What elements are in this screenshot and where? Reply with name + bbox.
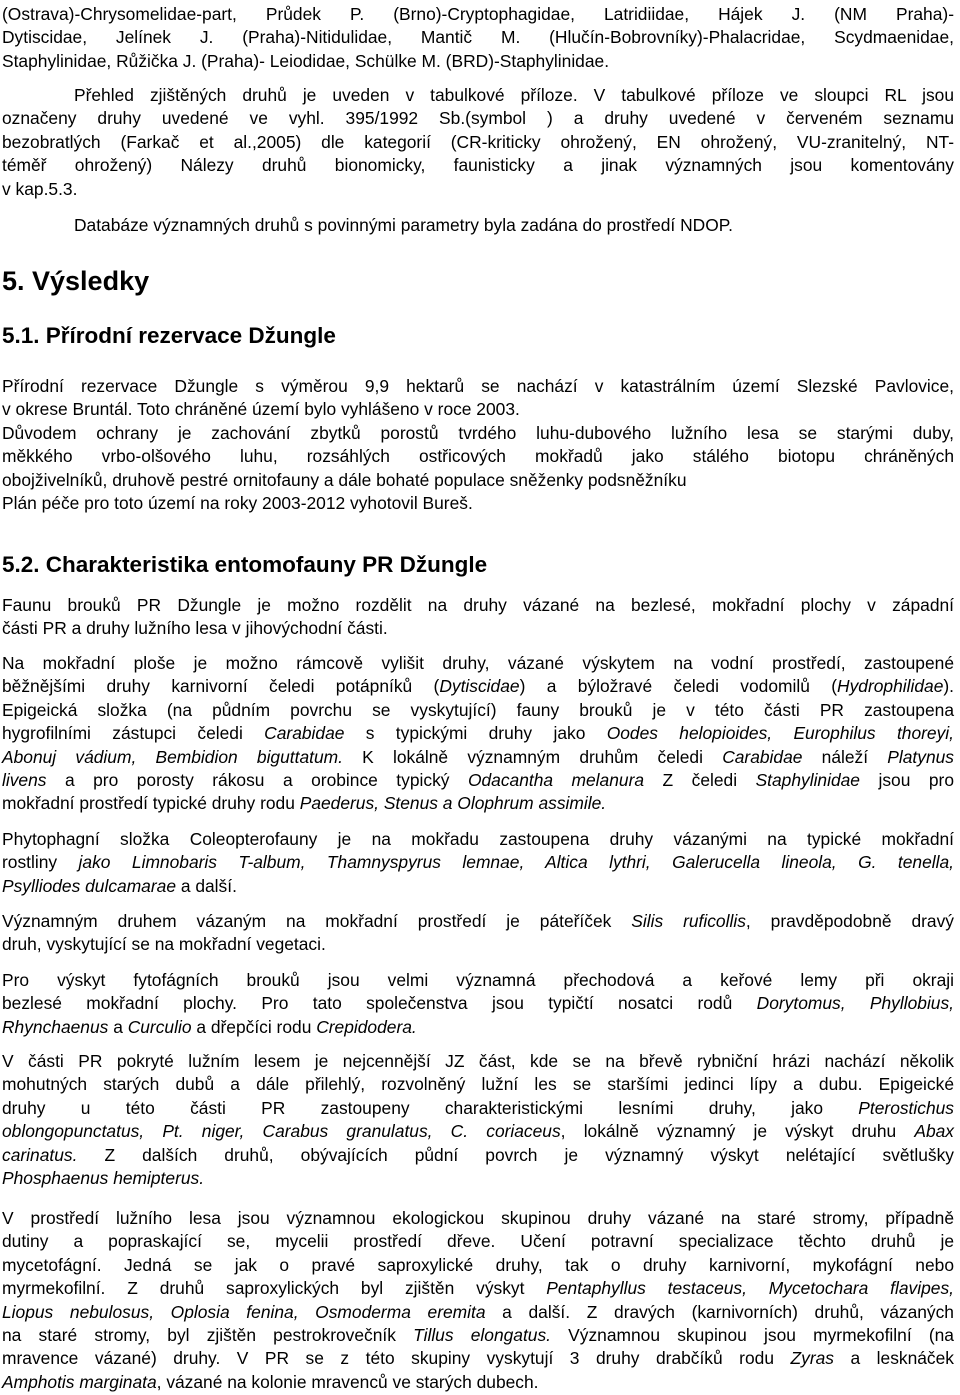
text-line — [2, 1371, 954, 1394]
text-run: s typickými druhy jako — [344, 723, 607, 744]
text-line: druh, vyskytující se na mokřadní vegetaci. — [2, 934, 326, 955]
text-line: bezobratlých (Farkač et al.,2005) dle kategorií (CR-kriticky ohrožený, EN ohrožený, VU-zranitelný, NT- — [2, 131, 954, 152]
taxon-name: Odacantha melanura — [467, 770, 645, 791]
taxon-name: Curculio — [127, 1016, 192, 1037]
text-run: a — [108, 1016, 128, 1037]
phytophagous-paragraph — [2, 828, 954, 898]
text-run: , vázané na kolonie mravenců ve starých dubech. — [156, 1371, 539, 1392]
text-line: Faunu brouků PR Džungle je možno rozdělit na druhy vázané na bezlesé, mokřadní plochy v západní — [2, 595, 954, 615]
taxon-name: Dytiscidae — [439, 676, 520, 697]
taxon-name: Amphotis marginata — [2, 1371, 157, 1392]
taxon-name: livens — [2, 770, 47, 791]
text-line: Phytophagní složka Coleopterofauny je na mokřadu zastoupena druhy vázanými na typické mokřadní — [2, 829, 954, 849]
text-line: Dytiscidae, Jelínek J. (Praha)-Nitidulidae, Mantič M. (Hlučín-Bobrovníky)-Phalacridae, Scydmaenidae, — [2, 27, 954, 48]
text-run: Z dalších druhů, obývajících půdní povrch je významný výskyt nelétající světlušky — [77, 1144, 954, 1165]
text-line — [2, 1144, 954, 1167]
taxon-name: Paederus, Stenus a Olophrum assimile. — [299, 793, 607, 814]
taxon-name: oblongopunctatus, Pt. niger, Carabus granulatus, C. coriaceus — [2, 1121, 561, 1142]
text-line: měkkého vrbo-olšového luhu, rozsáhlých ostřicových mokřadů jako stálého biotopu chráněných — [2, 446, 954, 467]
taxon-name: Psylliodes dulcamarae — [2, 875, 176, 896]
text-line — [2, 875, 954, 898]
taxon-name: Phosphaenus hemipterus. — [2, 1168, 205, 1189]
text-line: označeny druhy uvedené ve vyhl. 395/1992 Sb.(symbol ) a druhy uvedené v červeném seznamu — [2, 108, 954, 129]
taxon-name: Liopus nebulosus, Oplosia fenina, Osmoderma eremita — [2, 1301, 486, 1322]
text-line: téměř ohrožený) Nálezy druhů bionomicky, faunisticky a jinak významných jsou komentovány — [2, 155, 954, 176]
text-line — [2, 1120, 954, 1143]
taxon-name: Oodes helopioides, Europhilus thoreyi, — [606, 723, 954, 744]
taxon-name: Platynus — [887, 746, 954, 767]
text-run: ) a býložravé čeledi vodomilů ( — [519, 676, 838, 697]
text-run: náleží — [802, 746, 888, 767]
text-run: Z čeledi — [644, 770, 756, 791]
fauna-intro-paragraph — [2, 594, 954, 641]
text-run: a lesknáček — [833, 1348, 954, 1369]
section-5-1-title: 5.1. Přírodní rezervace Džungle — [2, 323, 336, 348]
text-run: , lokálně významný je výskyt druhu — [560, 1121, 915, 1142]
text-line: obojživelníků, druhově pestré ornitofauny a dále bohaté populace sněženky podsněžníku — [2, 469, 687, 490]
text-line: Důvodem ochrany je zachování zbytků porostů tvrdého luhu-dubového lužního lesa se starými duby, — [2, 422, 954, 443]
text-run: rostliny — [2, 852, 79, 873]
text-line: mycetofágní. Jedná se jak o pravé saproxylické druhy, tak o druhy karnivorní, mykofágní nebo — [2, 1254, 954, 1275]
text-run: mravence vázané) druhy. V PR se z této skupiny vyskytují 3 druhy drabčíků rodu — [2, 1348, 791, 1369]
text-line — [2, 769, 954, 792]
taxon-name: Rhynchaenus — [2, 1016, 109, 1037]
text-run: myrmekofilní. Z druhů saproxylických byl zjištěn výskyt — [2, 1278, 547, 1299]
shrub-edge-paragraph — [2, 969, 954, 1039]
old-trees-paragraph — [2, 1207, 954, 1394]
text-run: hygrofilními zástupci čeledi — [2, 723, 265, 744]
text-line: mohutných starých dubů a dále přilehlý, rozvolněný lužní les se staršími jedinci lípy a dubu. Epigeické — [2, 1074, 954, 1095]
text-run: a další. Z dravých (karnivorních) druhů, vázaných — [485, 1301, 954, 1322]
text-line: části PR a druhy lužního lesa v jihovýchodní části. — [2, 618, 388, 639]
results-heading: 5. Výsledky — [2, 266, 150, 296]
text-line: Přehled zjištěných druhů je uveden v tabulkové příloze. V tabulkové příloze ve sloupci RL jsou — [74, 85, 954, 105]
text-line — [2, 992, 954, 1015]
taxon-name: Silis ruficollis — [631, 911, 746, 931]
text-line: Na mokřadní ploše je možno rámcově vylišit druhy, vázané výskytem na vodní prostředí, zastoupené — [2, 653, 954, 673]
text-line — [2, 1277, 954, 1300]
taxon-name: Crepidodera. — [316, 1016, 417, 1037]
taxon-name: Staphylinidae — [755, 770, 860, 791]
silis-paragraph — [2, 910, 954, 957]
text-run: K lokálně významným druhům čeledi — [342, 746, 723, 767]
text-line: v okrese Bruntál. Toto chráněné území bylo vyhlášeno v roce 2003. — [2, 399, 520, 420]
section-5-2-title: 5.2. Charakteristika entomofauny PR Džungle — [2, 552, 488, 577]
text-run: druhy u této části PR zastoupeny charakteristickými lesními druhy, jako — [2, 1097, 859, 1118]
text-line — [2, 1301, 954, 1324]
taxon-name: Carabidae — [722, 746, 803, 767]
taxon-name: Dorytomus, Phyllobius, — [756, 993, 955, 1014]
section-5-1-paragraph — [2, 375, 954, 515]
text-run: běžnějšími druhy karnivorní čeledi potápníků ( — [2, 676, 440, 697]
text-line — [2, 792, 954, 815]
taxon-name: jako Limnobaris T-album, Thamnyspyrus lemnae, Altica lythri, Galerucella lineola, G. tenella, — [78, 852, 954, 873]
text-run: bezlesé mokřadní plochy. Pro tato společenstva jsou typičtí nosatci rodů — [2, 993, 757, 1014]
taxon-name: Tillus elongatus. — [413, 1325, 551, 1346]
taxon-name: Carabidae — [264, 723, 345, 744]
text-line — [2, 746, 954, 769]
text-run: na staré stromy, byl zjištěn pestrokrovečník — [2, 1325, 414, 1346]
text-run: Významnou skupinou jsou myrmekofilní (na — [551, 1325, 954, 1346]
text-line: Databáze významných druhů s povinnými parametry byla zadána do prostředí NDOP. — [74, 215, 733, 235]
text-run: , pravděpodobně dravý — [745, 911, 954, 931]
taxon-name: Pterostichus — [858, 1097, 954, 1118]
text-line: V části PR pokryté lužním lesem je nejcennější JZ část, kde se na břevě rybniční hrázi nachází několik — [2, 1051, 954, 1071]
floodplain-forest-paragraph — [2, 1050, 954, 1190]
text-line — [2, 1167, 954, 1190]
text-run: mokřadní prostředí typické druhy rodu — [2, 793, 300, 814]
text-line: (Ostrava)-Chrysomelidae-part, Průdek P. (Brno)-Cryptophagidae, Latridiidae, Hájek J. (NM Praha)- — [2, 4, 954, 24]
text-line: Staphylinidae, Růžička J. (Praha)- Leiodidae, Schülke M. (BRD)-Staphylinidae. — [2, 50, 610, 71]
text-line: Přírodní rezervace Džungle s výměrou 9,9 hektarů se nachází v katastrálním území Slezské Pavlovice, — [2, 376, 954, 396]
taxon-name: Hydrophilidae — [837, 676, 944, 697]
text-line — [2, 1097, 954, 1120]
text-line: V prostředí lužního lesa jsou významnou ekologickou skupinou druhy vázané na staré stromy, případně — [2, 1208, 954, 1228]
text-run: ). — [943, 676, 954, 697]
text-run: a další. — [176, 875, 237, 896]
intro-paragraph — [2, 3, 954, 73]
text-line: Plán péče pro toto území na roky 2003-2012 vyhotovil Bureš. — [2, 493, 473, 514]
text-run: Významným druhem vázaným na mokřadní prostředí je páteříček — [2, 911, 632, 931]
wetland-paragraph — [2, 652, 954, 816]
text-line: v kap.5.3. — [2, 178, 78, 199]
text-line: Pro výskyt fytofágních brouků jsou velmi významná přechodová a keřové lemy při okraji — [2, 970, 954, 990]
text-line: dutiny a popraskající se, mycelii prostředí dřeve. Učení potravní specializace těchto druhů je — [2, 1231, 954, 1252]
taxon-name: Abonuj vádium, Bembidion biguttatum. — [2, 746, 343, 767]
text-line — [2, 1324, 954, 1347]
taxon-name: Zyras — [790, 1348, 834, 1369]
text-run: a dřepčíci rodu — [191, 1016, 317, 1037]
taxon-name: Abax — [914, 1121, 954, 1142]
text-line — [2, 1347, 954, 1370]
database-paragraph — [74, 214, 954, 237]
overview-paragraph — [2, 84, 954, 201]
taxon-name: carinatus. — [2, 1144, 78, 1165]
text-run: a pro porosty rákosu a orobince typický — [46, 770, 468, 791]
text-line — [2, 722, 954, 745]
text-line — [2, 1016, 954, 1039]
text-line — [2, 675, 954, 698]
text-line — [2, 851, 954, 874]
text-line — [2, 910, 954, 933]
taxon-name: Pentaphyllus testaceus, Mycetochara flavipes, — [546, 1278, 954, 1299]
text-run: jsou pro — [859, 770, 955, 791]
text-line: Epigeická složka (na půdním povrchu se vyskytující) fauny brouků je v této části PR zastoupena — [2, 699, 954, 720]
